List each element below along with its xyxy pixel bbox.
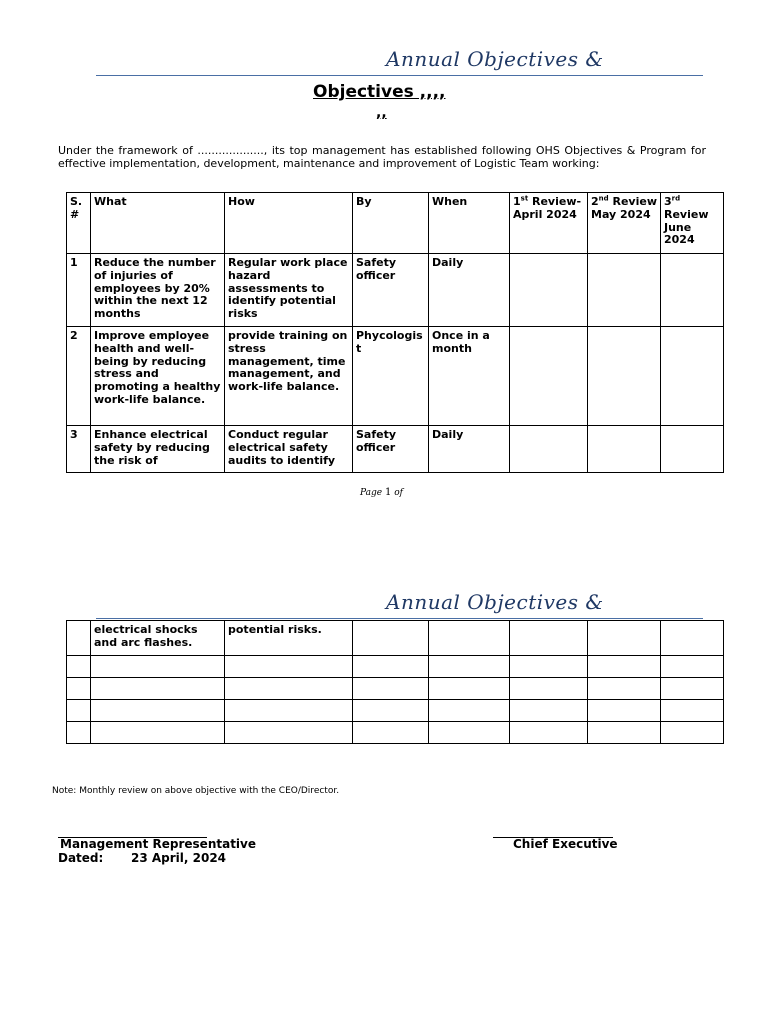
table-row: [67, 327, 724, 426]
table-header-row: [67, 193, 724, 254]
header-review-2: 2nd Review May 2024: [588, 193, 661, 254]
objectives-table-continued: [66, 620, 724, 744]
document-title-continued: ,,: [376, 105, 387, 121]
objectives-table: [66, 192, 724, 473]
cell-review-3: [661, 254, 724, 327]
header-title: Annual Objectives &: [386, 47, 604, 71]
cell-by: Safety officer: [353, 254, 429, 327]
cell-review-2: [588, 254, 661, 327]
cell-by: Safety officer: [353, 426, 429, 473]
review-note: Note: Monthly review on above objective with the CEO/Director.: [52, 786, 340, 796]
table-row: [67, 254, 724, 327]
cell-what: Improve employee health and well-being by reducing stress and promoting a healthy work-life balance.: [91, 327, 225, 426]
document-title: Objectives ,,,,: [313, 82, 446, 102]
header-title-page-2: Annual Objectives &: [386, 590, 604, 614]
cell-review-2: [588, 426, 661, 473]
header-when: When: [429, 193, 510, 254]
chief-executive-label: Chief Executive: [513, 837, 618, 851]
cell-sn: [67, 621, 91, 656]
cell-by: [353, 621, 429, 656]
header-rule-page-2: [96, 618, 703, 619]
cell-review-1: [510, 621, 588, 656]
header-sn: S. #: [67, 193, 91, 254]
header-review-1: 1st Review- April 2024: [510, 193, 588, 254]
cell-what: Reduce the number of injuries of employees by 20% within the next 12 months: [91, 254, 225, 327]
table-row: [67, 621, 724, 656]
dated-label: Dated:: [58, 851, 104, 865]
cell-what: electrical shocks and arc flashes.: [91, 621, 225, 656]
table-row-empty: [67, 678, 724, 700]
cell-review-3: [661, 426, 724, 473]
cell-how: potential risks.: [225, 621, 353, 656]
header-rule: [96, 75, 703, 76]
cell-when: Once in a month: [429, 327, 510, 426]
cell-how: Conduct regular electrical safety audits to identify: [225, 426, 353, 473]
table-row-empty: [67, 656, 724, 678]
cell-review-2: [588, 327, 661, 426]
table-row-empty: [67, 722, 724, 744]
cell-review-3: [661, 327, 724, 426]
cell-review-3: [661, 621, 724, 656]
header-what: What: [91, 193, 225, 254]
management-representative-label: Management Representative: [60, 837, 257, 851]
cell-review-2: [588, 621, 661, 656]
table-row: [67, 426, 724, 473]
cell-when: [429, 621, 510, 656]
cell-how: provide training on stress management, time management, and work-life balance.: [225, 327, 353, 426]
cell-what: Enhance electrical safety by reducing the risk of: [91, 426, 225, 473]
cell-when: Daily: [429, 426, 510, 473]
cell-how: Regular work place hazard assessments to identify potential risks: [225, 254, 353, 327]
header-how: How: [225, 193, 353, 254]
cell-sn: 1: [67, 254, 91, 327]
cell-review-1: [510, 254, 588, 327]
header-by: By: [353, 193, 429, 254]
header-review-3: 3rd Review June 2024: [661, 193, 724, 254]
cell-review-1: [510, 426, 588, 473]
cell-when: Daily: [429, 254, 510, 327]
cell-by: Phycologist: [353, 327, 429, 426]
page-number: Page 1 of: [360, 487, 403, 498]
cell-review-1: [510, 327, 588, 426]
cell-sn: 2: [67, 327, 91, 426]
cell-sn: 3: [67, 426, 91, 473]
dated-value: 23 April, 2024: [131, 851, 227, 865]
table-row-empty: [67, 700, 724, 722]
intro-paragraph: Under the framework of ..................., its top management has established following OHS Objectives & Program for effective implementation, development, maintenance and improvement of Logistic Team working:: [58, 144, 706, 170]
